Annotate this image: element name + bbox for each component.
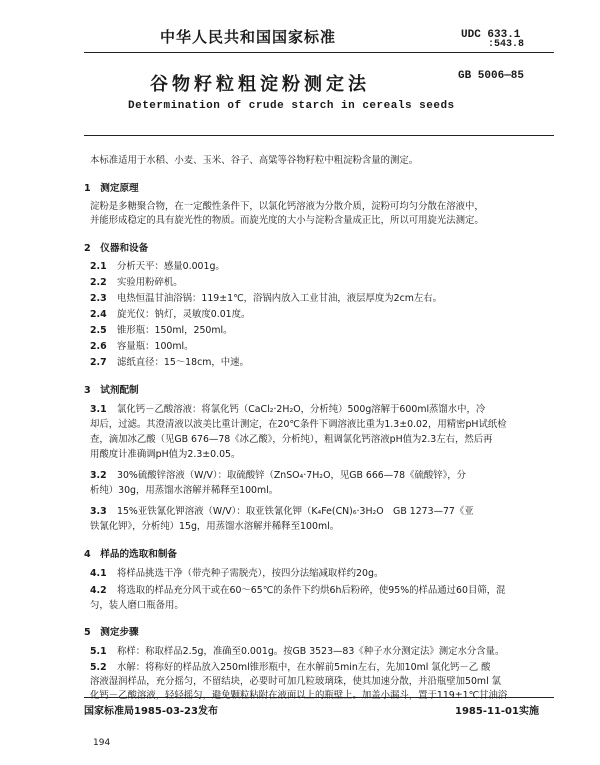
section-1-heading: 1 测定原理 [84,183,139,194]
item-number: 3.2 [90,470,107,481]
procedure-text: 称样：称取样品2.5g，准确至0.001g。按GB 3523—83《种子水分测定法》测定水分含量。 [117,646,505,657]
section-3-heading: 3 试剂配制 [84,385,139,396]
item-number: 5.2 [90,662,107,673]
section-5-heading: 5 测定步骤 [84,627,139,638]
item-number: 5.1 [90,646,107,657]
sample-text: 匀，装人磨口瓶备用。 [90,600,184,611]
item-number: 2.6 [90,341,107,352]
item-number: 2.3 [90,293,107,304]
item-number: 3.3 [90,506,107,517]
reagent-text: 析纯）30g，用蒸馏水溶解并稀释至100ml。 [90,485,279,496]
item-number: 2.4 [90,309,107,320]
procedure-text: 水解：将称好的样品放入250ml锥形瓶中，在水解前5min左右，先加10ml 氯化钙－乙 酸 [117,662,491,673]
reagent-text: 30%硫酸锌溶液（W/V）：取硫酸锌（ZnSO₄·7H₂O，见GB 666—78《硫酸锌》，分 [117,470,466,481]
header-rule [84,52,554,53]
item-number: 3.1 [90,404,107,415]
procedure-text: 化钙－乙酸溶液，轻轻摇匀，避免颗粒粘附在液面以上的瓶壁上。加盖小漏斗，置于119±1℃甘油浴 [90,690,508,701]
reagent-text: 查，滴加冰乙酸（见GB 676—78《冰乙酸》，分析纯），粗调氯化钙溶液pH值为2.3左右，然后再 [90,434,493,445]
instrument-item: 滤纸直径：15～18cm，中速。 [117,357,249,368]
footer-rule [84,697,554,698]
page-title: 谷物籽粒粗淀粉测定法 [150,74,370,95]
page-number: 194 [93,738,111,748]
scope-statement: 本标准适用于水稻、小麦、玉米、谷子、高粱等谷物籽粒中粗淀粉含量的测定。 [90,155,419,166]
udc-code-suffix: :543.8 [488,39,525,50]
item-number: 2.7 [90,357,107,368]
item-number: 2.2 [90,277,107,288]
sample-text: 将样品挑选干净（带壳种子需脱壳），按四分法缩减取样约20g。 [117,568,384,579]
instrument-item: 实验用粉碎机。 [117,277,183,288]
section-2-heading: 2 仪器和设备 [84,243,149,254]
item-number: 4.1 [90,568,107,579]
udc-code: UDC 633.1 [461,29,521,41]
item-number: 2.5 [90,325,107,336]
instrument-item: 分析天平：感量0.001g。 [117,261,225,272]
reagent-text: 15%亚铁氰化钾溶液（W/V）：取亚铁氰化钾（K₄Fe(CN)₆·3H₂O GB 1273—77《亚 [117,506,474,517]
sample-text: 将选取的样品充分风干或在60～65℃的条件下约烘6h后粉碎，使95%的样品通过60目筛，混 [117,585,506,596]
reagent-text: 却后，过滤。其澄清液以波美比重计测定，在20℃条件下调溶液比重为1.3±0.02，用精密pH试纸检 [90,419,507,430]
reagent-text: 氯化钙－乙酸溶液：将氯化钙（CaCl₂·2H₂O，分析纯）500g溶解于600ml蒸馏水中，冷 [117,404,486,415]
reagent-text: 铁氰化钾》，分析纯）15g，用蒸馏水溶解并稀释至100ml。 [90,521,340,532]
issue-date: 国家标准局1985-03-23发布 [84,706,218,717]
reagent-text: 用酸度计准确调pH值为2.3±0.05。 [90,449,241,460]
instrument-item: 锥形瓶：150ml，250ml。 [117,325,233,336]
standard-number: GB 5006—85 [458,70,525,82]
principle-line: 淀粉是多糖聚合物，在一定酸性条件下，以氯化钙溶液为分散介质，淀粉可均匀分散在溶液中， [90,201,484,212]
instrument-item: 容量瓶：100ml。 [117,341,194,352]
procedure-text: 溶液湿润样品，充分摇匀，不留结块，必要时可加几粒玻璃珠，使其加速分散，并沿瓶壁加50ml 氯 [90,676,502,687]
item-number: 2.1 [90,261,107,272]
instrument-item: 旋光仪：钠灯，灵敏度0.01度。 [117,309,251,320]
principle-line: 并能形成稳定的具有旋光性的物质。而旋光度的大小与淀粉含量成正比，所以可用旋光法测定。 [90,215,484,226]
title-rule [84,135,554,136]
issuing-authority: 中华人民共和国国家标准 [160,28,337,46]
effective-date: 1985-11-01实施 [455,706,539,717]
section-4-heading: 4 样品的选取和制备 [84,549,178,560]
item-number: 4.2 [90,585,107,596]
instrument-item: 电热恒温甘油浴锅：119±1℃，浴锅内放入工业甘油，液层厚度为2cm左右。 [117,293,442,304]
english-title: Determination of crude starch in cereals seeds [128,100,455,112]
